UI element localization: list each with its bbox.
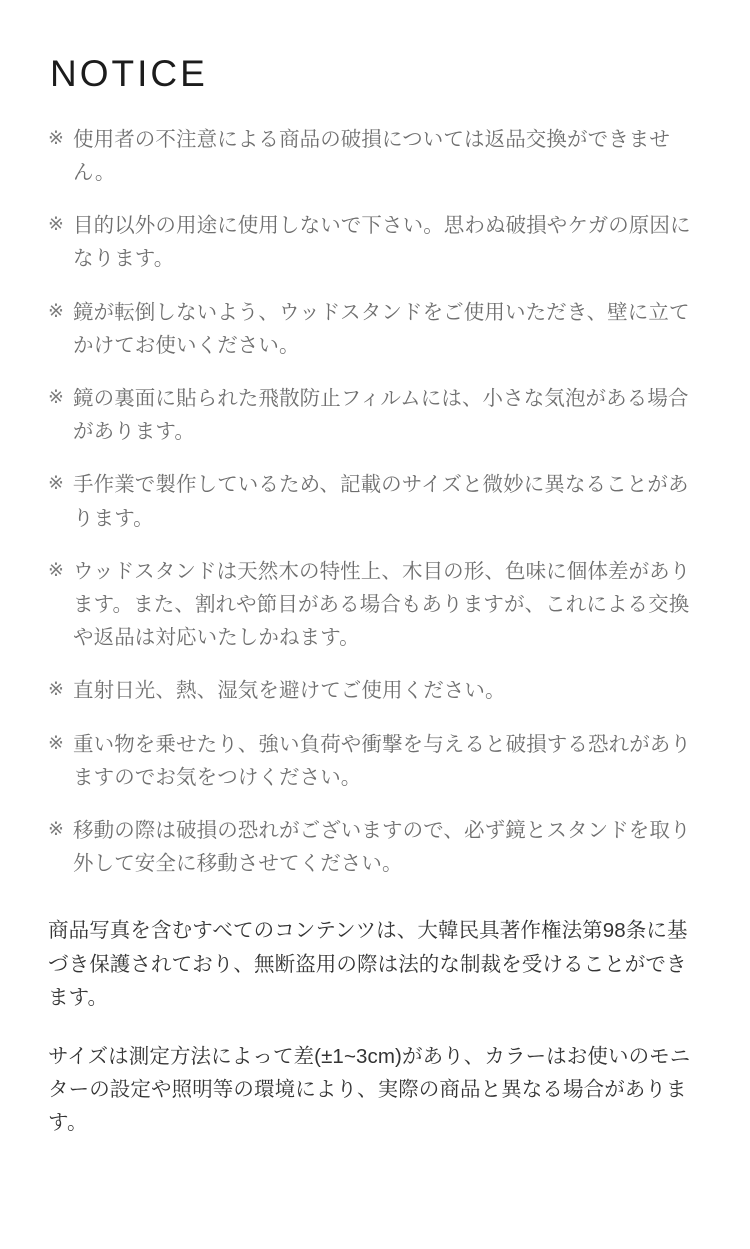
list-item-text: 移動の際は破損の恐れがございますので、必ず鏡とスタンドを取り外して安全に移動させてください。	[73, 818, 691, 876]
list-item	[48, 296, 702, 362]
bullet-mark-icon: ※	[48, 386, 65, 408]
list-item	[48, 728, 702, 794]
bullet-mark-icon: ※	[48, 214, 65, 236]
bullet-mark-icon: ※	[48, 679, 65, 701]
bullet-mark-icon: ※	[48, 818, 65, 840]
list-item-text: 目的以外の用途に使用しないで下さい。思わぬ破損やケガの原因になります。	[73, 214, 691, 271]
list-item	[48, 468, 702, 534]
list-item	[48, 555, 702, 655]
size-color-disclaimer: サイズは測定方法によって差(±1~3cm)があり、カラーはお使いのモニターの設定や照明等の環境により、実際の商品と異なる場合があります。	[48, 1044, 691, 1135]
bullet-mark-icon: ※	[48, 559, 65, 581]
list-item	[48, 674, 702, 707]
bullet-mark-icon: ※	[48, 473, 65, 495]
list-item	[48, 814, 702, 880]
list-item-text: 手作業で製作しているため、記載のサイズと微妙に異なることがあります。	[73, 473, 689, 530]
notice-list	[48, 123, 702, 881]
bullet-mark-icon: ※	[48, 300, 65, 322]
bullet-mark-icon: ※	[48, 127, 65, 149]
list-item-text: 使用者の不注意による商品の破損については返品交換ができません。	[73, 127, 670, 184]
list-item	[48, 123, 702, 189]
bullet-mark-icon: ※	[48, 732, 65, 754]
list-item	[48, 382, 702, 448]
footnotes-section	[48, 914, 702, 1139]
list-item-text: 直射日光、熱、湿気を避けてご使用ください。	[73, 679, 506, 703]
list-item-text: 鏡が転倒しないよう、ウッドスタンドをご使用いただき、壁に立てかけてお使いください。	[73, 300, 690, 357]
list-item-text: 重い物を乗せたり、強い負荷や衝撃を与えると破損する恐れがありますのでお気をつけください。	[73, 732, 691, 789]
list-item-text: ウッドスタンドは天然木の特性上、木目の形、色味に個体差があります。また、割れや節目がある場合もありますが、これによる交換や返品は対応いたしかねます。	[73, 559, 691, 650]
page-title: NOTICE	[50, 53, 208, 94]
list-item	[48, 209, 702, 275]
list-item-text: 鏡の裏面に貼られた飛散防止フィルムには、小さな気泡がある場合があります。	[73, 386, 689, 444]
copyright-notice: 商品写真を含むすべてのコンテンツは、大韓民具著作権法第98条に基づき保護されており、無断盗用の際は法的な制裁を受けることができます。	[48, 919, 688, 1009]
